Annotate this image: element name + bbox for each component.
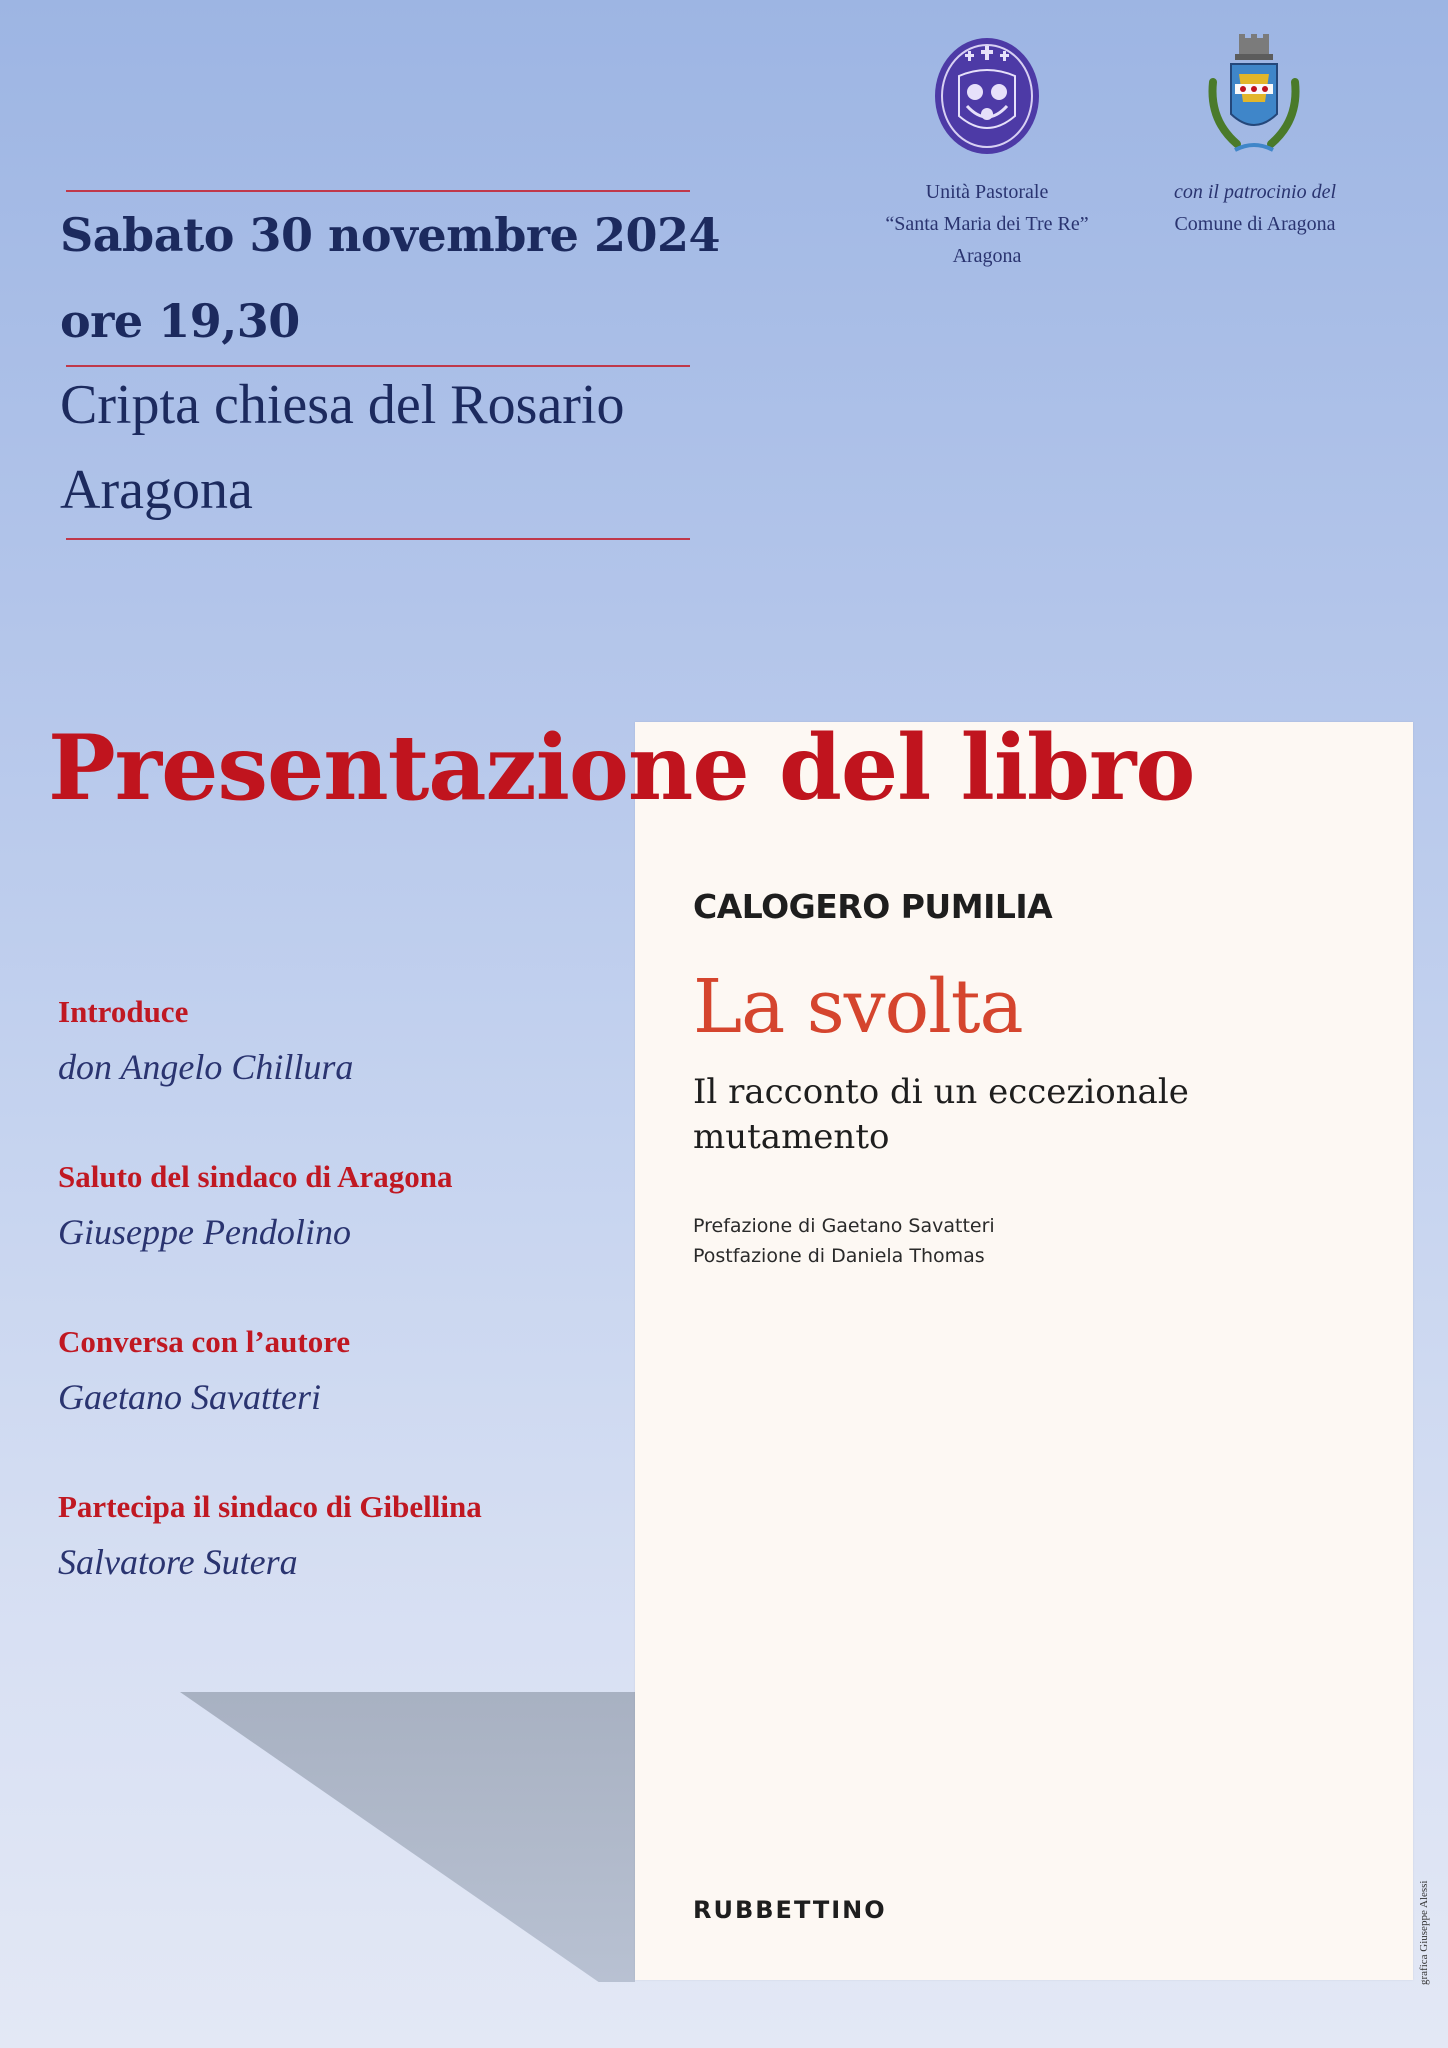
book-preface: Prefazione di Gaetano Savatteri (693, 1215, 995, 1237)
top-rule (66, 190, 690, 192)
book-shadow (180, 1692, 635, 1982)
bottom-rule (66, 538, 690, 540)
patronage-caption (1130, 176, 1380, 240)
program-person-2: Giuseppe Pendolino (58, 1212, 351, 1252)
parish-line-2: “Santa Maria dei Tre Re” (885, 213, 1089, 235)
event-city: Aragona (60, 459, 253, 521)
book-publisher: RUBBETTINO (693, 1896, 887, 1924)
book-author: CALOGERO PUMILIA (693, 887, 1053, 926)
book-afterword: Postfazione di Daniela Thomas (693, 1245, 985, 1267)
parish-line-1: Unità Pastorale (925, 181, 1049, 203)
event-date: Sabato 30 novembre 2024 (60, 208, 720, 262)
main-title: Presentazione del libro (48, 715, 1195, 821)
program-role-1: Introduce (58, 994, 189, 1029)
book-title: La svolta (693, 964, 1023, 1050)
parish-caption (847, 176, 1127, 272)
book-subtitle-line-2: mutamento (693, 1117, 890, 1157)
patronage-line-1: con il patrocinio del (1173, 181, 1336, 203)
program-person-1: don Angelo Chillura (58, 1047, 354, 1087)
program-role-3: Conversa con l’autore (58, 1324, 351, 1359)
program-person-3: Gaetano Savatteri (58, 1377, 321, 1417)
book-subtitle (693, 1070, 1313, 1160)
patronage-line-2: Comune di Aragona (1174, 213, 1336, 235)
book-subtitle-line-1: Il racconto di un eccezionale (693, 1072, 1189, 1112)
parish-line-3: Aragona (952, 245, 1022, 267)
program-person-4: Salvatore Sutera (58, 1542, 298, 1582)
event-time: ore 19,30 (60, 294, 300, 348)
program-role-2: Saluto del sindaco di Aragona (58, 1159, 453, 1194)
event-venue: Cripta chiesa del Rosario (60, 374, 625, 436)
middle-rule (66, 365, 690, 367)
graphic-credit: grafica Giuseppe Alessi (1418, 1880, 1430, 1985)
parish-seal-icon (933, 36, 1041, 156)
municipal-coat-of-arms-icon (1205, 32, 1303, 164)
program-role-4: Partecipa il sindaco di Gibellina (58, 1489, 482, 1524)
book-cover (635, 722, 1413, 1980)
